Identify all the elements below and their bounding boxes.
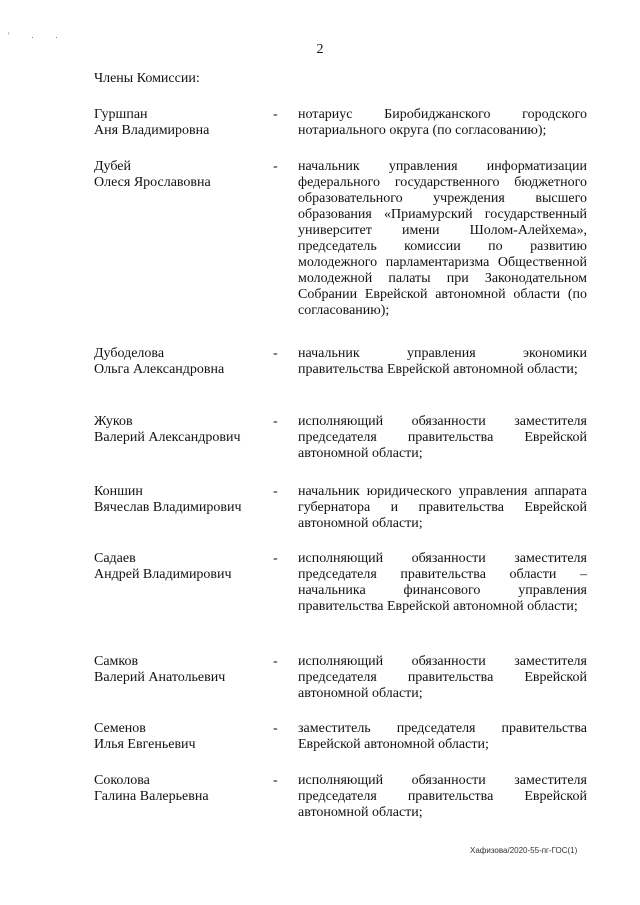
member-role: начальник управления информатизации федерального государственного бюджетного образовательного учреждения высшего образования «Приамурский государственный университет имени Шолом-Алейхема», председатель комиссии по развитию молодежного парламентаризма Общественной молодежной палаты при Законодательном Собрании Еврейской автономной области (по согласованию); xyxy=(298,159,587,318)
member-surname: Самков xyxy=(94,654,139,669)
member-name xyxy=(94,551,272,583)
member-surname: Дубей xyxy=(94,159,132,174)
member-name xyxy=(94,159,272,191)
member-name xyxy=(94,721,272,753)
member-role: исполняющий обязанности заместителя председателя правительства области – начальника финансового управления правительства Еврейской автономной области; xyxy=(298,551,587,614)
member-role: исполняющий обязанности заместителя председателя правительства Еврейской автономной области; xyxy=(298,654,587,701)
dash-separator: - xyxy=(273,346,278,361)
member-role: начальник юридического управления аппарата губернатора и правительства Еврейской автономной области; xyxy=(298,484,587,531)
member-surname: Коншин xyxy=(94,484,143,499)
member-surname: Семенов xyxy=(94,721,146,736)
member-given-name: Вячеслав Владимирович xyxy=(94,500,242,515)
member-given-name: Галина Валерьевна xyxy=(94,789,209,804)
member-surname: Дубоделова xyxy=(94,346,165,361)
member-given-name: Андрей Владимирович xyxy=(94,567,232,582)
dash-separator: - xyxy=(273,484,278,499)
member-role: заместитель председателя правительства Еврейской автономной области; xyxy=(298,721,587,752)
member-surname: Садаев xyxy=(94,551,136,566)
member-role: нотариус Биробиджанского городского нотариального округа (по согласованию); xyxy=(298,107,587,138)
section-heading: Члены Комиссии: xyxy=(94,71,200,86)
member-role: исполняющий обязанности заместителя председателя правительства Еврейской автономной области; xyxy=(298,414,587,461)
document-footer-code: Хафизова/2020-55-пг-ГОС(1) xyxy=(470,846,578,855)
member-role: исполняющий обязанности заместителя председателя правительства Еврейской автономной области; xyxy=(298,773,587,820)
member-given-name: Олеся Ярославовна xyxy=(94,175,211,190)
member-role: начальник управления экономики правительства Еврейской автономной области; xyxy=(298,346,587,377)
member-name xyxy=(94,484,272,516)
dash-separator: - xyxy=(273,773,278,788)
member-given-name: Илья Евгеньевич xyxy=(94,737,196,752)
dash-separator: - xyxy=(273,654,278,669)
member-given-name: Валерий Александрович xyxy=(94,430,241,445)
member-name xyxy=(94,654,272,686)
dash-separator: - xyxy=(273,551,278,566)
dash-separator: - xyxy=(273,721,278,736)
dash-separator: - xyxy=(273,159,278,174)
member-surname: Жуков xyxy=(94,414,133,429)
scan-marks: ' . . xyxy=(8,31,68,40)
member-name xyxy=(94,773,272,805)
member-given-name: Валерий Анатольевич xyxy=(94,670,226,685)
page-number: 2 xyxy=(316,42,324,57)
dash-separator: - xyxy=(273,107,278,122)
member-surname: Гуршпан xyxy=(94,107,148,122)
member-surname: Соколова xyxy=(94,773,150,788)
member-name xyxy=(94,107,272,139)
dash-separator: - xyxy=(273,414,278,429)
member-given-name: Аня Владимировна xyxy=(94,123,210,138)
member-name xyxy=(94,346,272,378)
member-given-name: Ольга Александровна xyxy=(94,362,225,377)
member-name xyxy=(94,414,272,446)
